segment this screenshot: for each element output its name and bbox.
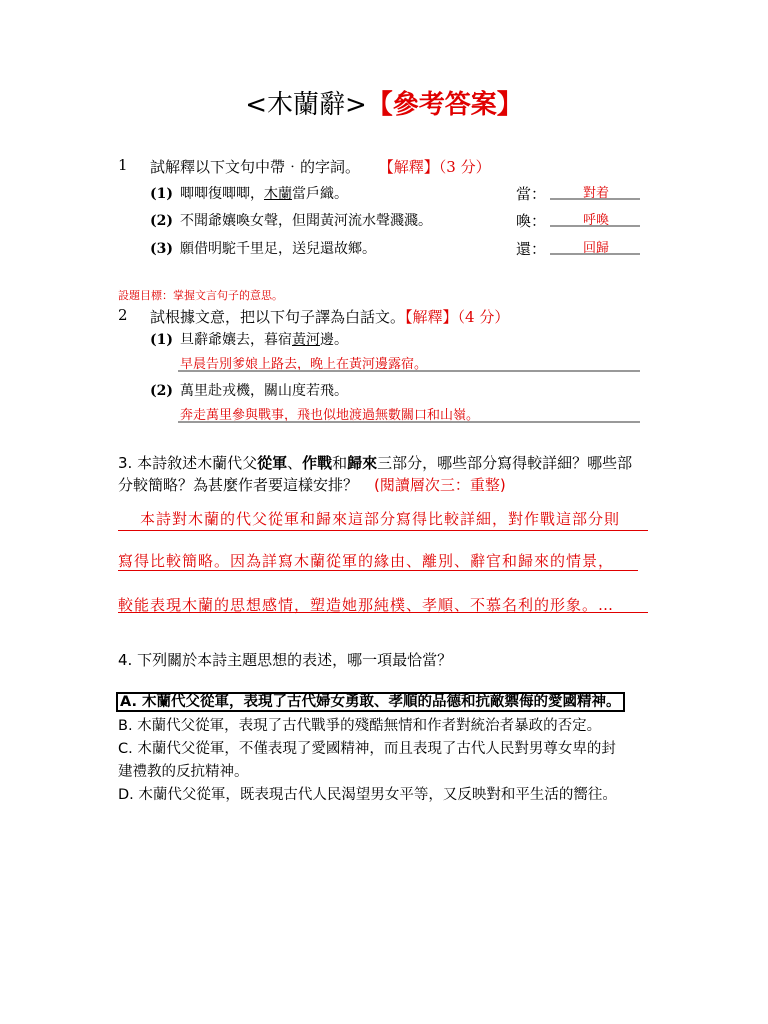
q1-item-3-num: (3) <box>150 241 173 257</box>
q1-item-2 <box>150 210 432 230</box>
q1-prompt <box>150 156 491 177</box>
q4-option-c: C. 木蘭代父從軍，不僅表現了愛國精神，而且表現了古代人民對男尊女卑的封 <box>118 741 616 757</box>
q1-item-1-pre: 唧唧復唧唧， <box>180 186 264 202</box>
q2-tag: 【解釋】（4 分） <box>405 308 510 326</box>
q2-item-1-pre: 旦辭爺孃去，暮宿 <box>180 332 292 348</box>
q3-bold-2: 作戰 <box>302 454 333 472</box>
q1-item-3-answer: 回歸 <box>582 241 609 256</box>
q2-item-2-num: (2) <box>150 383 173 399</box>
q2-prompt-text: 試根據文意，把以下句子譯為白話文。 <box>150 308 406 326</box>
q1-item-1-answer-line <box>550 198 640 200</box>
q4-prompt: 4. 下列關於本詩主題思想的表述，哪一項最恰當？ <box>118 651 453 669</box>
q4-option-a-text: A. 木蘭代父從軍，表現了古代婦女勇敢、孝順的品德和抗敵禦侮的愛國精神。 <box>116 692 625 712</box>
q2-item-1-key: 黃河 <box>292 332 320 348</box>
q1-item-1-post: 當戶織。 <box>292 186 348 202</box>
q1-prompt-text: 試解釋以下文句中帶‧的字詞。 <box>150 158 361 176</box>
q1-item-2-answer-line <box>550 225 640 227</box>
q2-item-2-answer: 奔走萬里參與戰事，飛也似地渡過無數關口和山嶺。 <box>180 408 480 423</box>
q2-item-2 <box>150 380 348 400</box>
q1-item-2-num: (2) <box>150 213 173 229</box>
q2-item-1-post: 邊。 <box>320 332 348 348</box>
q1-item-2-answer: 呼喚 <box>582 213 609 228</box>
q1-tag: 【解釋】（3 分） <box>378 158 491 176</box>
q3-answer-line-3: 較能表現木蘭的思想感情，塑造她那純樸、孝順、不慕名利的形象。… <box>118 596 615 614</box>
q2-item-1 <box>150 329 348 349</box>
q4-option-b: B. 木蘭代父從軍，表現了古代戰爭的殘酷無情和作者對統治者暴政的否定。 <box>118 718 602 734</box>
design-goal: 設題目標：掌握文言句子的意思。 <box>118 289 283 302</box>
q2-item-1-answer-line <box>178 370 640 372</box>
q2-number: 2 <box>118 306 128 324</box>
q1-item-1-answer: 對着 <box>582 186 609 201</box>
q4-option-c-cont: 建禮教的反抗精神。 <box>118 764 249 780</box>
title-answer-tag: 【參考答案】 <box>366 90 523 120</box>
q1-item-1-num: (1) <box>150 186 173 202</box>
q1-item-3-word: 還： <box>516 240 547 258</box>
q2-item-2-text: 萬里赴戎機，關山度若飛。 <box>180 383 348 399</box>
q3-line-2-text: 分較簡略？為甚麼作者要這樣安排？ <box>118 476 359 494</box>
q3-rule-2 <box>118 570 638 571</box>
q2-item-1-num: (1) <box>150 332 173 348</box>
q3-bold-3: 歸來 <box>347 454 378 472</box>
q1-item-1-word: 當： <box>516 185 547 203</box>
q4-option-a <box>116 690 625 711</box>
q1-item-1 <box>150 183 348 203</box>
q1-item-1-key: 木蘭 <box>264 186 292 202</box>
q3-answer-line-2: 寫得比較簡略。因為詳寫木蘭從軍的緣由、離別、辭官和歸來的情景， <box>118 552 615 570</box>
q2-item-2-answer-line <box>178 421 640 423</box>
q3-rule-1 <box>118 530 648 531</box>
q1-number: 1 <box>118 156 128 174</box>
q3-sep-2: 和 <box>332 454 348 472</box>
q4-option-d: D. 木蘭代父從軍，既表現古代人民渴望男女平等，又反映對和平生活的嚮往。 <box>118 787 617 803</box>
q3-rule-3 <box>118 612 648 613</box>
q3-line-1-post: 三部分，哪些部分寫得較詳細？哪些部 <box>377 454 633 472</box>
page-title <box>0 84 768 121</box>
q3-answer-line-1: 本詩對木蘭的代父從軍和歸來這部分寫得比較詳細，對作戰這部分則 <box>140 510 621 528</box>
q1-item-3-text: 願借明駝千里足，送兒還故鄉。 <box>180 241 376 257</box>
q3-line-1 <box>118 452 632 473</box>
q1-item-3-answer-line <box>550 253 640 255</box>
q3-line-2 <box>118 474 506 495</box>
q3-bold-1: 從軍 <box>257 454 288 472</box>
q1-item-2-word: 喚： <box>516 212 547 230</box>
q1-item-3 <box>150 238 376 258</box>
q1-item-2-text: 不聞爺孃喚女聲，但聞黃河流水聲濺濺。 <box>180 213 432 229</box>
title-main: <木蘭辭> <box>245 90 367 120</box>
q2-prompt <box>150 306 509 327</box>
q3-sep-1: 、 <box>287 454 303 472</box>
q3-tag: (閱讀層次三：重整) <box>374 476 506 494</box>
q2-item-1-answer: 早晨告別爹娘上路去，晚上在黃河邊露宿。 <box>180 357 428 372</box>
q3-line-1-pre: 3. 本詩敘述木蘭代父 <box>118 454 258 472</box>
